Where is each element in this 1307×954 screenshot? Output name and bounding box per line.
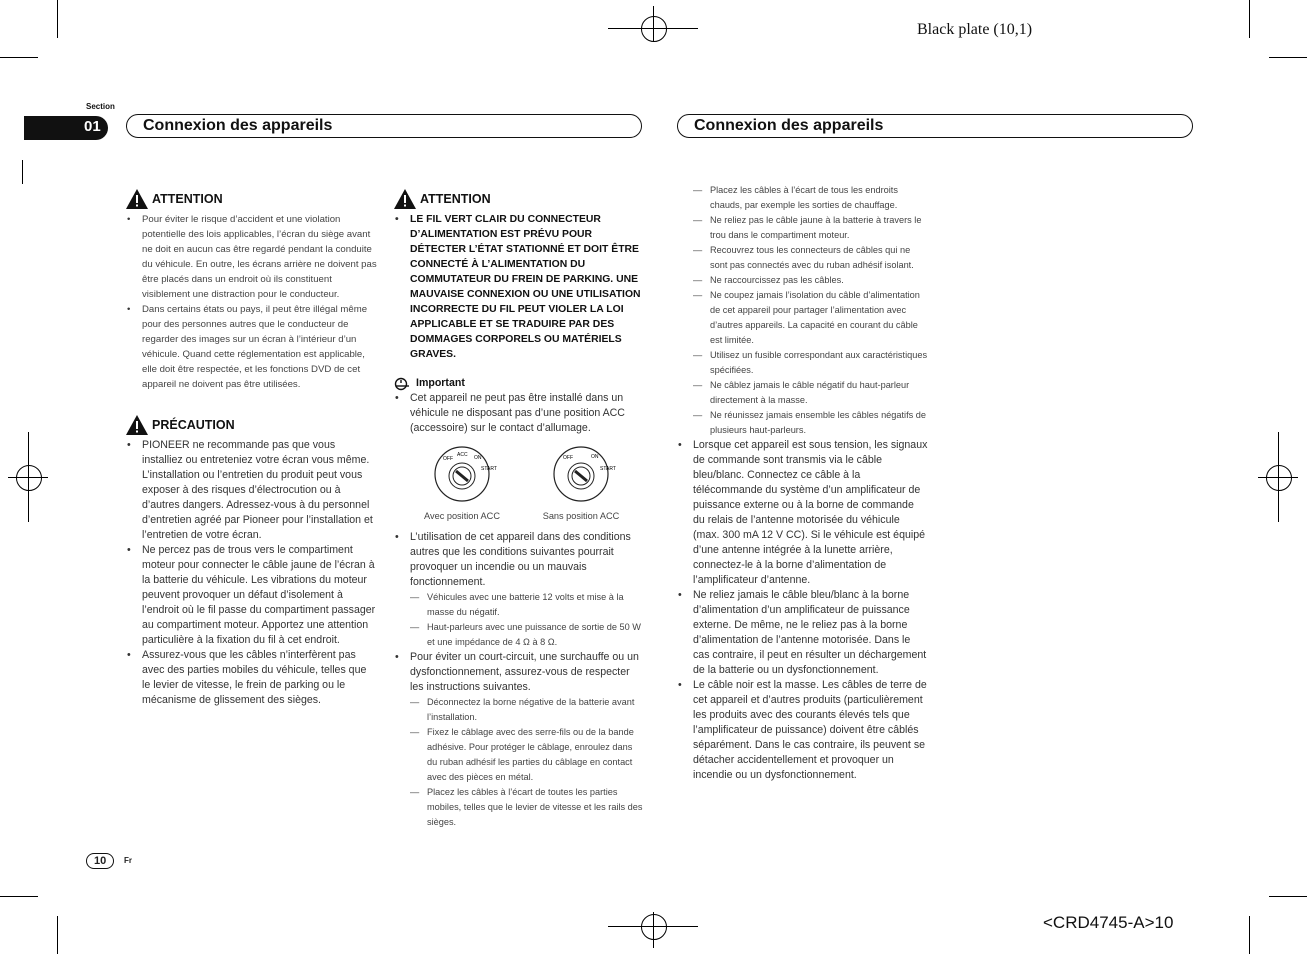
figure-caption-without-acc: Sans position ACC [542, 511, 620, 521]
sub-item: — Utilisez un fusible correspondant aux caractéristiques spécifiées. [693, 348, 928, 378]
list-item-text: L’utilisation de cet appareil dans des conditions autres que les conditions suivantes pourrait provoquer un incendie ou un mauvais fonctionnement. [410, 531, 631, 588]
sub-item: — Véhicules avec une batterie 12 volts et mise à la masse du négatif. [410, 590, 643, 620]
document-code: <CRD4745-A>10 [1043, 913, 1174, 932]
sub-item: — Fixez le câblage avec des serre-fils ou de la bande adhésive. Pour protéger le câblage, enroulez dans du ruban adhésif les parties du câblage en contact avec des pièces en métal. [410, 725, 643, 785]
ignition-switch-noacc-illustration [536, 446, 626, 504]
warning-icon [125, 414, 149, 436]
ignition-figure [393, 446, 643, 524]
crop-mark [57, 0, 58, 38]
sub-item: — Ne raccourcissez pas les câbles. [693, 273, 928, 288]
important-icon [393, 377, 413, 391]
attention-label: ATTENTION [420, 191, 491, 206]
list-item: • Ne percez pas de trous vers le compartiment moteur pour connecter le câble jaune de l’écran à la batterie du véhicule. Les vibrations du moteur peuvent provoquer un défaut d’isolement à l’endroit où le fil passe du compartiment passager au compartiment moteur. Apportez une attention particulière à la fixation du fil à cet endroit. [125, 543, 377, 648]
label-off: OFF [563, 455, 573, 461]
attention-heading [393, 188, 643, 210]
label-acc: ACC [457, 452, 468, 458]
warning-text: • LE FIL VERT CLAIR DU CONNECTEUR D’ALIMENTATION EST PRÉVU POUR DÉTECTER L’ÉTAT STATIONNÉ ET DOIT ÊTRE CONNECTÉ À L’ALIMENTATION DU COMMUTATEUR DU FREIN DE PARKING. UNE MAUVAISE CONNEXION OU UNE UTILISATION INCORRECTE DU FIL PEUT VIOLER LA LOI APPLICABLE ET SE TRADUIRE PAR DES DOMMAGES CORPORELS OU MATÉRIELS GRAVES. [393, 212, 643, 362]
language-code: Fr [124, 856, 132, 865]
list-item: • Pour éviter le risque d’accident et une violation potentielle des lois applicables, l’écran du siège avant ne doit en aucun cas être regardé pendant la conduite du véhicule. En outre, les écrans arrière ne doivent pas être placés dans un endroit où ils constituent visiblement une distraction pour le conducteur. [125, 212, 377, 302]
list-item [393, 530, 643, 650]
label-start: START [600, 466, 616, 472]
sub-item: — Ne coupez jamais l’isolation du câble d’alimentation de cet appareil pour partager l’alimentation avec d’autres appareils. La capacité en courant du câble est limitée. [693, 288, 928, 348]
important-label: Important [416, 377, 465, 389]
page-number: 10 [86, 853, 114, 869]
sub-item: — Placez les câbles à l’écart de tous les endroits chauds, par exemple les sorties de chauffage. [693, 183, 928, 213]
ignition-with-acc [417, 446, 507, 524]
column-1 [125, 188, 377, 708]
label-off: OFF [443, 456, 453, 462]
attention-heading [125, 188, 377, 210]
section-number: 01 [24, 116, 108, 140]
right-section-title: Connexion des appareils [677, 114, 1193, 138]
crop-mark [1269, 57, 1307, 58]
crop-mark [1249, 916, 1250, 954]
section-label: Section [86, 102, 115, 111]
sub-item: — Haut-parleurs avec une puissance de sortie de 50 W et une impédance de 4 Ω à 8 Ω. [410, 620, 643, 650]
crop-mark [0, 896, 38, 897]
list-item: • PIONEER ne recommande pas que vous installiez ou entreteniez votre écran vous même. L’installation ou l’entretien du produit peut vous exposer à des risques d’électrocution ou à d’autres dangers. Adressez-vous à du personnel d’entretien agréé par Pioneer pour l’installation et l’entretien de votre écran. [125, 438, 377, 543]
important-heading [393, 376, 643, 391]
ignition-without-acc [536, 446, 626, 524]
list-item: • Dans certains états ou pays, il peut être illégal même pour des personnes autres que le conducteur de regarder des images sur un écran à l’intérieur d’un véhicule. Quand cette réglementation est applicable, elle doit être respectée, et les fonctions DVD de cet appareil ne doivent pas être utilisées. [125, 302, 377, 392]
list-item: • Assurez-vous que les câbles n’interfèrent pas avec des parties mobiles du véhicule, telles que le levier de vitesse, le frein de parking ou le mécanisme de glissement des sièges. [125, 648, 377, 708]
ignition-switch-acc-illustration [417, 446, 507, 504]
precaution-label: PRÉCAUTION [152, 417, 235, 432]
list-item [393, 650, 643, 830]
list-item-text: Pour éviter un court-circuit, une surchauffe ou un dysfonctionnement, assurez-vous de respecter les instructions suivantes. [410, 651, 639, 693]
sub-item: — Recouvrez tous les connecteurs de câbles qui ne sont pas connectés avec du ruban adhésif isolant. [693, 243, 928, 273]
column-3 [676, 183, 928, 783]
crop-mark [0, 57, 38, 58]
list-item: • Le câble noir est la masse. Les câbles de terre de cet appareil et d’autres produits (particulièrement les produits avec des courants élevés tels que l’amplificateur de puissance) doivent être câblés séparément. Dans le cas contraire, ils peuvent se détacher accidentellement et provoquer un incendie ou un dysfonctionnement. [676, 678, 928, 783]
sub-item: — Ne réunissez jamais ensemble les câbles négatifs de plusieurs haut-parleurs. [693, 408, 928, 438]
warning-icon [393, 188, 417, 210]
sub-item: — Placez les câbles à l’écart de toutes les parties mobiles, telles que le levier de vitesse et les rails des sièges. [410, 785, 643, 830]
label-start: START [481, 466, 497, 472]
list-item: • Ne reliez jamais le câble bleu/blanc à la borne d’alimentation d’un amplificateur de puissance externe. De même, ne le reliez pas à la borne d’alimentation de l’antenne motorisée. Dans le cas contraire, il peut en résulter un déchargement de la batterie ou un dysfonctionnement. [676, 588, 928, 678]
crop-mark [22, 160, 23, 184]
left-section-title: Connexion des appareils [126, 114, 642, 138]
crop-mark [1249, 0, 1250, 38]
list-item: • Lorsque cet appareil est sous tension, les signaux de commande sont transmis via le câble bleu/blanc. Connectez ce câble à la télécommande du système d’un amplificateur de puissance externe ou à la borne de commande du relais de l’antenne motorisée du véhicule (max. 300 mA 12 V CC). Si le véhicule est équipé d’une antenne intégrée à la lunette arrière, connectez-le à la borne d’alimentation de l’amplificateur d’antenne. [676, 438, 928, 588]
plate-label: Black plate (10,1) [917, 21, 1033, 38]
label-on: ON [591, 454, 599, 460]
warning-icon [125, 188, 149, 210]
label-on: ON [474, 455, 482, 461]
precaution-heading [125, 414, 377, 436]
figure-caption-with-acc: Avec position ACC [424, 511, 500, 521]
list-item: • Cet appareil ne peut pas être installé dans un véhicule ne disposant pas d’une position ACC (accessoire) sur le contact d’allumage. [393, 391, 643, 436]
sub-item: — Ne reliez pas le câble jaune à la batterie à travers le trou dans le compartiment moteur. [693, 213, 928, 243]
sub-item: — Déconnectez la borne négative de la batterie avant l’installation. [410, 695, 643, 725]
crop-mark [57, 916, 58, 954]
sub-item: — Ne câblez jamais le câble négatif du haut-parleur directement à la masse. [693, 378, 928, 408]
column-2 [393, 188, 643, 830]
crop-mark [1269, 896, 1307, 897]
attention-label: ATTENTION [152, 191, 223, 206]
